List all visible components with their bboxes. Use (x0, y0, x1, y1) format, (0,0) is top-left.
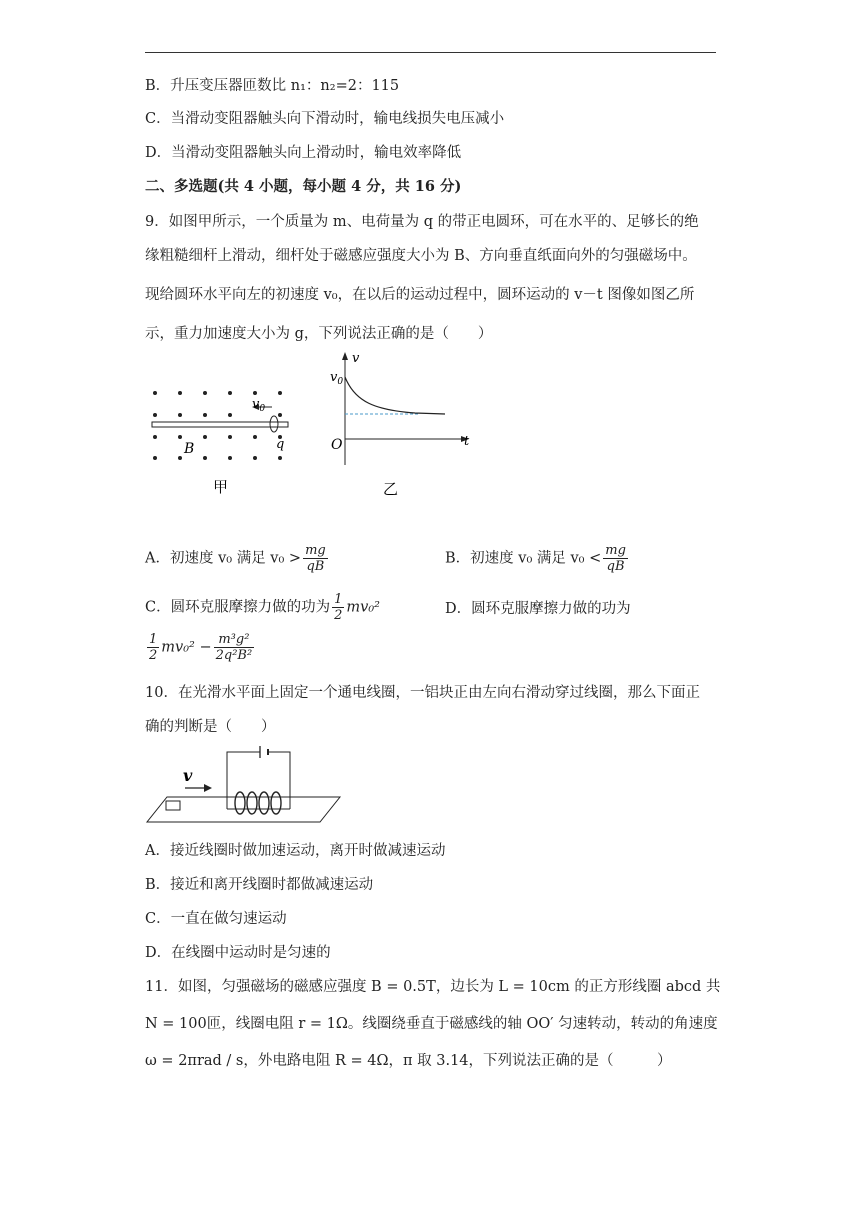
q9-option-a: A．初速度 v₀ 满足 v₀ > $\frac{mg}{qB}$ (145, 543, 326, 574)
q9-option-d-expression: $\frac{1}{2}$ mv₀² − $\frac{\text{m³g²}}{\text{2q²B²}}$ (149, 632, 253, 663)
q10-option-d: D．在线圈中运动时是匀速的 (145, 945, 331, 961)
label-q: q (276, 437, 285, 452)
header-rule (145, 52, 716, 53)
ring (270, 416, 278, 432)
q8-option-d: D．当滑动变阻器触头向上滑动时，输电效率降低 (145, 145, 462, 161)
section-heading: 二、多选题(共 4 小题，每小题 4 分，共 16 分) (145, 178, 462, 195)
q9-line-3: 现给圆环水平向左的初速度 v₀，在以后的运动过程中，圆环运动的 v－t 图像如图乙所 (145, 287, 695, 303)
svg-text:v: v (352, 351, 360, 366)
caption-left: 甲 (213, 478, 229, 495)
q10-option-b: B．接近和离开线圈时都做减速运动 (145, 877, 374, 893)
q11-line-1: 11．如图，匀强磁场的磁感应强度 B = 0.5T，边长为 L = 10cm 的正方形线圈 abcd 共 (145, 979, 721, 995)
q10-option-a: A．接近线圈时做加速运动，离开时做减速运动 (145, 843, 446, 859)
rod (152, 422, 288, 427)
velocity-curve (345, 377, 445, 414)
label-b: B (184, 441, 195, 457)
svg-text:O: O (331, 437, 343, 453)
q10-figure (145, 745, 345, 825)
svg-text:t: t (464, 434, 470, 449)
q8-option-c: C．当滑动变阻器触头向下滑动时，输电线损失电压减小 (145, 111, 505, 127)
velocity-arrow (204, 784, 212, 792)
label-v0: $v_0$ (252, 397, 266, 414)
aluminum-block (166, 801, 180, 810)
q10-option-c: C．一直在做匀速运动 (145, 911, 287, 927)
q9-line-2: 缘粗糙细杆上滑动，细杆处于磁感应强度大小为 B、方向垂直纸面向外的匀强磁场中。 (145, 248, 697, 264)
q9-option-b: B．初速度 v₀ 满足 v₀ < $\frac{mg}{qB}$ (445, 543, 626, 574)
q9-figure-left (140, 370, 300, 495)
magnetic-field-dots (153, 391, 285, 460)
caption-right: 乙 (383, 480, 399, 498)
q11-line-2: N = 100匝，线圈电阻 r = 1Ω。线圈绕垂直于磁感线的轴 OO′ 匀速转动，转动的角速度 (145, 1016, 718, 1032)
q11-line-3: ω = 2πrad / s，外电路电阻 R = 4Ω，π 取 3.14，下列说法正确的是（ ） (145, 1053, 672, 1069)
q9-option-c: C．圆环克服摩擦力做的功为 $\frac{1}{2}$ mv₀² (145, 592, 380, 623)
svg-text:v0: $v_0$ (330, 370, 344, 387)
q9-line-4: 示，重力加速度大小为 g，下列说法正确的是（ ） (145, 326, 493, 342)
q9-option-d: D．圆环克服摩擦力做的功为 (445, 601, 631, 617)
q9-figure-right (325, 350, 475, 500)
q10-line-2: 确的判断是（ ） (145, 719, 276, 735)
q8-option-b: B．升压变压器匝数比 n₁：n₂=2：115 (145, 78, 400, 94)
q9-line-1: 9．如图甲所示，一个质量为 m、电荷量为 q 的带正电圆环，可在水平的、足够长的绝 (145, 214, 699, 230)
label-v: v (183, 766, 193, 785)
q10-line-1: 10．在光滑水平面上固定一个通电线圈，一铝块正由左向右滑动穿过线圈，那么下面正 (145, 685, 700, 701)
